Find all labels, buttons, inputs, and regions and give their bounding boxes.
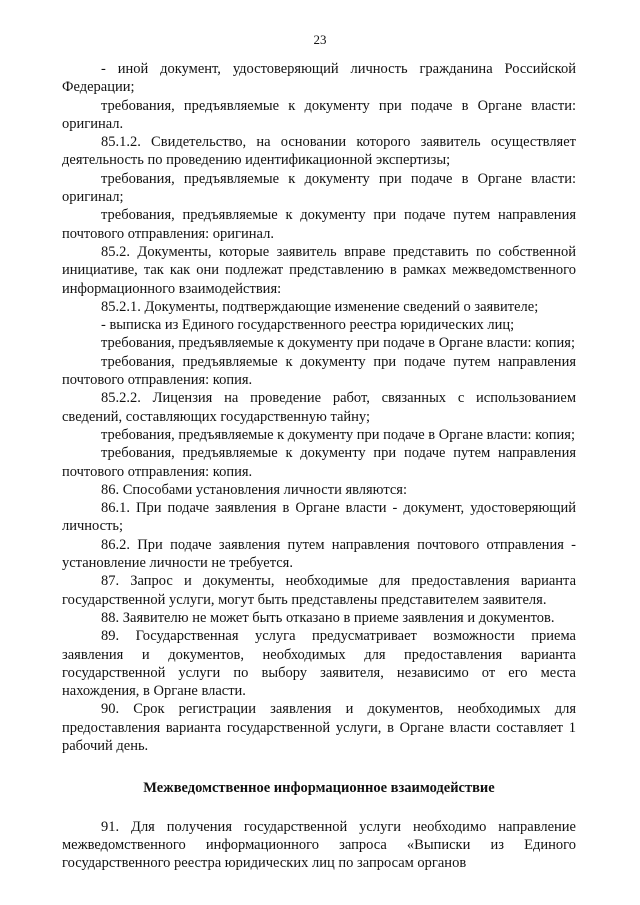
- paragraph: 87. Запрос и документы, необходимые для предоставления варианта государственной услуги, могут быть представлены представителем заявителя.: [62, 573, 576, 608]
- paragraph: - иной документ, удостоверяющий личность гражданина Российской Федерации;: [62, 61, 576, 96]
- paragraph: требования, предъявляемые к документу при подаче в Органе власти: оригинал;: [62, 170, 576, 206]
- paragraph: 88. Заявителю не может быть отказано в приеме заявления и документов.: [101, 609, 555, 626]
- document-body: [62, 60, 576, 872]
- page-number: 23: [313, 32, 327, 47]
- section-heading: Межведомственное информационное взаимодействие: [143, 780, 495, 797]
- paragraph: 90. Срок регистрации заявления и документов, необходимых для предоставления варианта государственной услуги, в Органе власти составляет 1 рабочий день.: [62, 701, 576, 754]
- paragraph: требования, предъявляемые к документу при подаче путем направления почтового отправления: оригинал.: [62, 207, 576, 242]
- paragraph: 91. Для получения государственной услуги необходимо направление межведомственного информационного запроса «Выписки из Единого государственного реестра юридических лиц по запросам органов: [62, 818, 576, 872]
- paragraph: 85.1.2. Свидетельство, на основании которого заявитель осуществляет деятельность по проведению идентификационной экспертизы;: [62, 134, 576, 169]
- paragraph: 86. Способами установления личности являются:: [101, 481, 407, 498]
- paragraph: 85.2.1. Документы, подтверждающие изменение сведений о заявителе;: [101, 298, 539, 315]
- paragraph: требования, предъявляемые к документу при подаче путем направления почтового отправления: копия.: [62, 353, 576, 389]
- paragraph: требования, предъявляемые к документу при подаче в Органе власти: копия;: [101, 426, 575, 443]
- paragraph: 86.1. При подаче заявления в Органе власти - документ, удостоверяющий личность;: [62, 500, 576, 535]
- paragraph: 85.2. Документы, которые заявитель вправе представить по собственной инициативе, так как они подлежат представлению в рамках межведомственного информационного взаимодействия:: [62, 243, 576, 297]
- paragraph: - выписка из Единого государственного реестра юридических лиц;: [101, 317, 515, 334]
- paragraph: 85.2.2. Лицензия на проведение работ, связанных с использованием сведений, составляющих государственную тайну;: [62, 390, 576, 425]
- paragraph: 89. Государственная услуга предусматривает возможности приема заявления и документов, необходимых для предоставления варианта государственной услуги по выбору заявителя, независимо от его места нахождения, в Органе власти.: [62, 628, 576, 700]
- paragraph: требования, предъявляемые к документу при подаче в Органе власти: оригинал.: [62, 97, 576, 132]
- paragraph: 86.2. При подаче заявления путем направления почтового отправления - установление личности не требуется.: [62, 536, 576, 572]
- paragraph: требования, предъявляемые к документу при подаче в Органе власти: копия;: [101, 335, 575, 352]
- paragraph: требования, предъявляемые к документу при подаче путем направления почтового отправления: копия.: [62, 445, 576, 480]
